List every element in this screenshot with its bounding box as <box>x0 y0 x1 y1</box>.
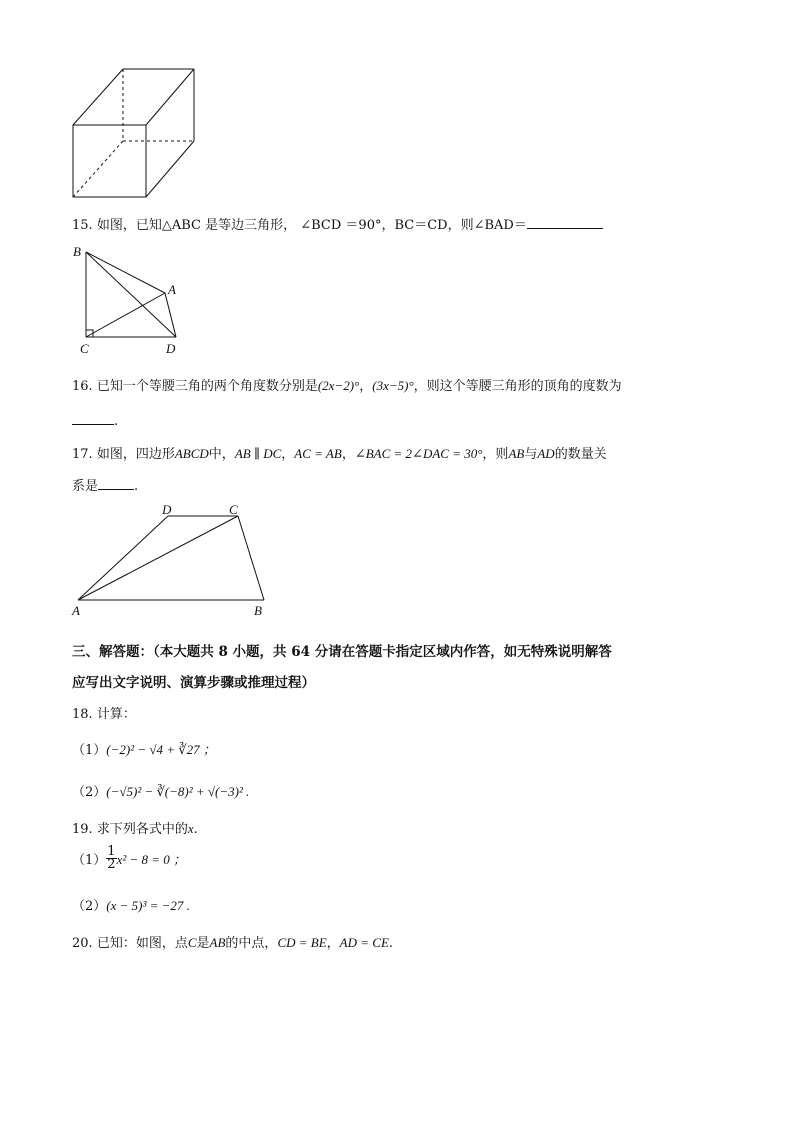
q19-text <box>72 818 198 837</box>
q17-segment-ac <box>78 516 238 600</box>
q17-text-c: ，则 <box>482 447 509 462</box>
q15-segment-ad <box>165 293 176 337</box>
q19-part1-fraction <box>106 846 116 871</box>
q15-label-d: D <box>166 341 176 356</box>
q15-answer-blank[interactable] <box>527 216 603 229</box>
q20-c: C <box>187 935 197 950</box>
q15-segment-ba <box>86 252 165 293</box>
q19-fraction-denominator: 2 <box>107 857 116 872</box>
q16-answer-blank[interactable] <box>72 412 114 425</box>
q17-answer-blank[interactable] <box>98 477 134 490</box>
q15-figure <box>70 242 190 358</box>
q19-part2 <box>72 895 190 914</box>
q15-label-c: C <box>80 341 89 356</box>
q16-number: 16. <box>72 379 93 394</box>
q17-text-a: 如图，四边形 <box>96 447 175 462</box>
section3-title: 三、解答题：（本大题共 8 小题，共 64 分请在答题卡指定区域内作答，如无特殊说明解答 <box>72 644 612 660</box>
q19-prompt: 求下列各式中的 <box>96 822 188 837</box>
q16-sep: ， <box>359 379 373 394</box>
q17-label-d: D <box>162 502 172 517</box>
q19-part1 <box>72 846 186 871</box>
cube-top-edge-left <box>73 69 123 125</box>
q17-cond-3: ∠BAC = 2∠DAC = 30° <box>354 446 483 461</box>
q17-text <box>72 443 607 462</box>
section3-title-line2: 应写出文字说明、演算步骤或推理过程） <box>72 675 315 691</box>
q17-sep-1: ， <box>281 447 295 462</box>
q17-number: 17. <box>72 447 93 462</box>
q17-text-d: 的数量关 <box>554 447 607 462</box>
q19-part1-expr: x² − 8 = 0 ； <box>116 852 187 867</box>
q17-segment-cb <box>238 516 264 600</box>
q18-part1-label: （1） <box>72 743 107 758</box>
q20-sep: ， <box>326 936 340 951</box>
q18-part1-expr: (−2)² − √4 + ∛27 ； <box>106 742 216 757</box>
q20-cond-1: CD = BE <box>277 935 327 950</box>
q20-end: . <box>388 936 394 951</box>
cube-front-face <box>73 125 146 197</box>
q19-part2-label: （2） <box>72 899 107 914</box>
q19-fraction-numerator: 1 <box>107 844 116 859</box>
q16-text-b: ，则这个等腰三角形的顶角的度数为 <box>413 379 622 394</box>
q19-var: x <box>187 821 194 836</box>
q16-end: . <box>114 414 119 429</box>
q16-text <box>72 375 622 394</box>
q19-part2-expr: (x − 5)³ = −27 . <box>106 898 190 913</box>
q17-figure <box>68 500 278 620</box>
q16-text-a: 已知一个等腰三角的两个角度数分别是 <box>96 379 318 394</box>
cube-top-edge-right <box>146 69 194 125</box>
cube-right-bottom-edge <box>146 141 194 197</box>
q19-end: . <box>193 822 198 837</box>
q18-part2-label: （2） <box>72 785 107 800</box>
q17-label-a: A <box>72 603 80 618</box>
q17-label-b: B <box>254 603 262 618</box>
q18-part1 <box>72 739 216 758</box>
q17-ad: AD <box>537 446 555 461</box>
q16-expr-1: (2x−2)° <box>317 378 360 393</box>
q19-part1-label: （1） <box>72 853 107 868</box>
q16-expr-2: (3x−5)° <box>372 378 414 393</box>
q15-label-a: A <box>168 282 176 297</box>
q20-text-b: 是 <box>196 936 210 951</box>
q17-with: 与 <box>524 447 538 462</box>
q18-part2 <box>72 781 249 800</box>
q18-number: 18. <box>72 707 93 722</box>
q20-text-c: 的中点， <box>225 936 278 951</box>
q19-number: 19. <box>72 822 93 837</box>
q17-ab: AB <box>508 446 525 461</box>
cube-hidden-diagonal <box>73 141 123 197</box>
q15-label-b: B <box>73 244 81 259</box>
q17-text-b: 中， <box>208 447 235 462</box>
q17-cond-2: AC = AB <box>294 446 342 461</box>
q15-text-a: 如图，已知△ABC 是等边三角形， <box>96 218 297 233</box>
q17-cond-1: AB ∥ DC <box>234 446 282 461</box>
q18-part2-expr: (−√5)² − ∛(−8)² + √(−3)² . <box>106 784 250 799</box>
q18-prompt: 计算： <box>96 707 136 722</box>
q17-quad: ABCD <box>174 446 209 461</box>
q17-line2 <box>72 475 138 494</box>
q16-line2 <box>72 412 118 429</box>
cube-figure <box>70 66 200 200</box>
q17-end: . <box>134 479 139 494</box>
q20-number: 20. <box>72 936 93 951</box>
q20-ab: AB <box>209 935 226 950</box>
q15-number: 15. <box>72 218 93 233</box>
q15-text-b: ∠BCD ＝90°，BC＝CD，则∠BAD＝ <box>300 218 527 233</box>
q20-cond-2: AD = CE <box>339 935 389 950</box>
q15-text <box>72 214 603 233</box>
q20-text-a: 已知：如图，点 <box>96 936 188 951</box>
q17-label-c: C <box>229 502 238 517</box>
q17-line2-text: 系是 <box>72 479 99 494</box>
q17-segment-ad <box>78 516 168 600</box>
q17-sep-2: ， <box>341 447 355 462</box>
q18-text <box>72 703 136 722</box>
q20-text <box>72 932 393 951</box>
